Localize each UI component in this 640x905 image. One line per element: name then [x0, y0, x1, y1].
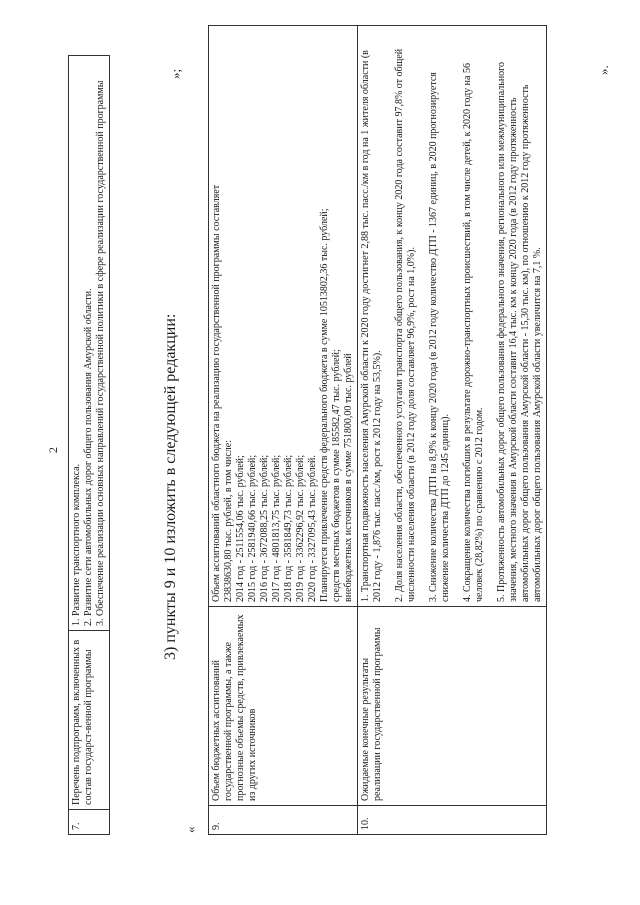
row-label: Объем бюджетных ассигнований государственной программы, а также прогнозные объемы средств, привлекаемых из других источников	[209, 607, 358, 806]
text-line: 2017 год - 4801813,75 тыс. рублей;	[271, 454, 282, 602]
subprograms-list	[69, 56, 110, 631]
section-heading: 3) пункты 9 и 10 изложить в следующей редакции:	[162, 313, 179, 660]
text-line: 2020 год - 3327095,43 тыс. рублей.	[307, 455, 318, 602]
list-item: 1. Развитие транспортного комплекса.	[71, 463, 82, 626]
table-row	[209, 26, 358, 835]
table-row	[69, 56, 110, 835]
text-line: 2018 год - 3581849,73 тыс. рублей;	[283, 454, 294, 602]
text-line: Объем ассигнований областного бюджета на реализацию государственной программы составляет	[211, 184, 222, 602]
row-number: 9.	[209, 806, 358, 835]
result-paragraph: 3. Снижение количества ДТП на 8,9% к концу 2020 года (в 2012 году количество ДТП - 1367 единиц, в 2020 прогнозируется снижение количества ДТП до 1245 единиц).	[428, 72, 451, 602]
text-line: 23838630,80 тыс. рублей, в том числе:	[223, 439, 234, 602]
program-passport-table	[208, 25, 547, 835]
row-label: Перечень подпрограмм, включенных в состав государст-венной программы	[69, 631, 110, 810]
list-item: 3. Обеспечение реализации основных направлений государственной политики в сфере реализации государственной программы	[95, 80, 106, 626]
row-number: 7.	[69, 810, 110, 835]
opening-quote: «	[183, 826, 198, 833]
page-number: 2	[46, 447, 60, 453]
row-label: Ожидаемые конечные результаты реализации государственной программы	[358, 607, 547, 806]
result-paragraph: 4. Сокращение количества погибших в результате дорожно-транспортных происшествий, в том числе детей, к 2020 году на 56 человек (28,82%) по сравнению с 2012 годом.	[462, 63, 485, 602]
text-line: 2016 год - 3672088,25 тыс. рублей;	[259, 454, 270, 602]
text-line: 2014 год - 2511554,06 тыс. рублей;	[235, 455, 246, 602]
result-paragraph: 5. Протяженность автомобильных дорог общего пользования федерального значения, регионального или межмуниципального значения, местного значения в Амурской области составит 16,4 тыс. км к концу 2020 года (в 2012 году протяженность автомобильных дорог общего пользования Амурской области - 15,30 тыс. км), по отношению к 2012 году протяженность автомобильных дорог общего пользования Амурской области увеличится на 7,1 %.	[496, 61, 543, 602]
list-item: 2. Развитие сети автомобильных дорог общего пользования Амурской области.	[83, 288, 94, 626]
text-line: внебюджетных источников в сумме 751800,00 тыс. рублей	[343, 353, 354, 602]
text-line: Планируется привлечение средств федерального бюджета в сумме 10513802,36 тыс. рублей;	[319, 208, 330, 602]
text-line: средств местных бюджетов в сумме 185582,47 тыс. рублей;	[331, 349, 342, 602]
expected-results	[358, 26, 547, 607]
budget-details	[209, 26, 358, 607]
closing-quote: ».	[596, 65, 611, 75]
table-row	[358, 26, 547, 835]
subprograms-table	[68, 55, 110, 835]
closing-quote: »;	[168, 68, 183, 79]
row-number: 10.	[358, 806, 547, 835]
result-paragraph: 2. Доля населения области, обеспеченного услугами транспорта общего пользования, к концу 2020 года составит 97,8% от общей численности населения области (в 2012 году доля составляет 96,9%, рост на 1,0%).	[394, 48, 417, 602]
result-paragraph: 1. Транспортная подвижность населения Амурской области к 2020 году достигнет 2,88 тыс. пасс./км в год на 1 жителя области (в 2012 году - 1,876 тыс. пасс./км, рост к 2012 году на 53,5%).	[360, 50, 383, 602]
text-line: 2019 год - 3362296,92 тыс. рублей;	[295, 454, 306, 602]
text-line: 2015 год - 2581940,66 тыс. рублей;	[247, 454, 258, 602]
